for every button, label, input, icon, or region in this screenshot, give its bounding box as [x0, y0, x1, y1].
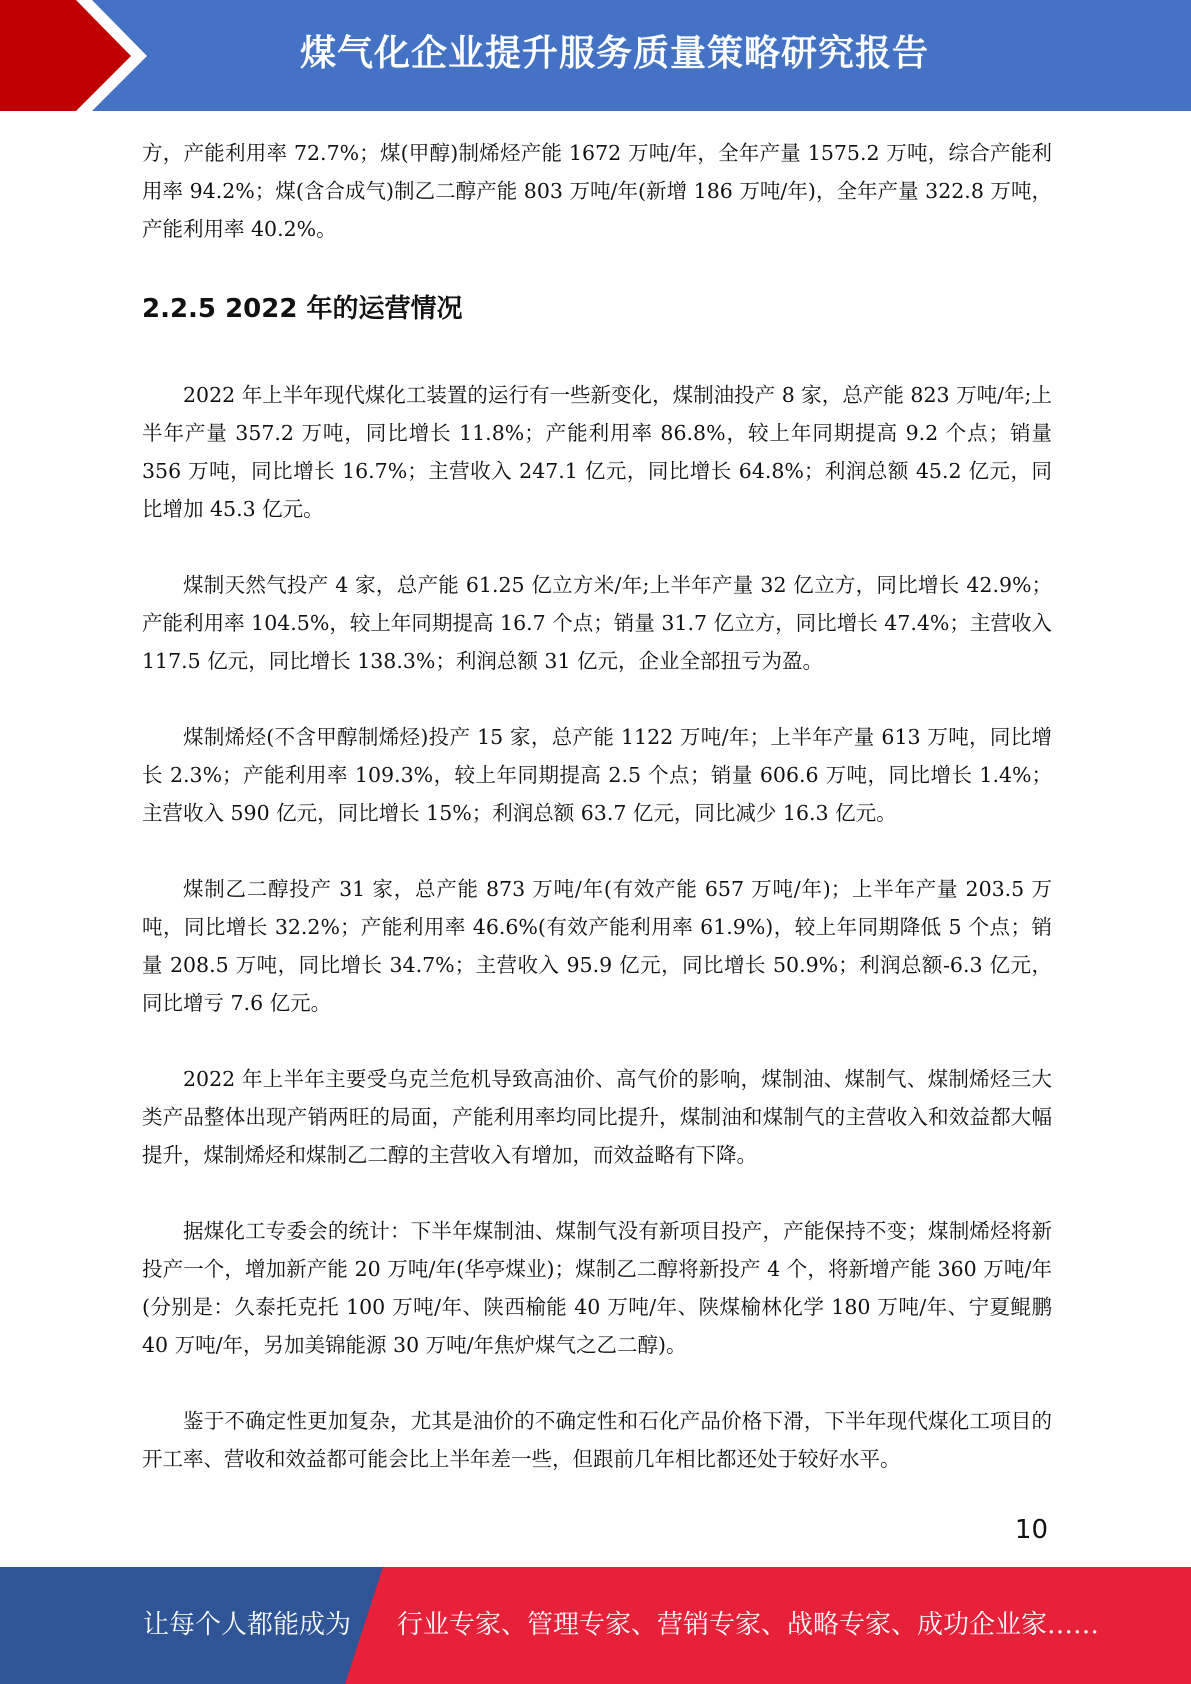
paragraph: 2022 年上半年主要受乌克兰危机导致高油价、高气价的影响，煤制油、煤制气、煤制烯烃三大类产品整体出现产销两旺的局面，产能利用率均同比提升，煤制油和煤制气的主营收入和效益都大幅提升，煤制烯烃和煤制乙二醇的主营收入有增加，而效益略有下降。	[142, 1067, 1052, 1167]
paragraph: 煤制乙二醇投产 31 家，总产能 873 万吨/年(有效产能 657 万吨/年)；上半年产量 203.5 万吨，同比增长 32.2%；产能利用率 46.6%(有效产能利用率 61.9%)，较上年同期降低 5 个点；销量 208.5 万吨，同比增长 34.7%；主营收入 95.9 亿元，同比增长 50.9%；利润总额-6.3 亿元，同比增亏 7.6 亿元。	[142, 877, 1052, 1015]
footer-band	[0, 1567, 1191, 1684]
intro-paragraph: 方，产能利用率 72.7%；煤(甲醇)制烯烃产能 1672 万吨/年，全年产量 1575.2 万吨，综合产能利用率 94.2%；煤(含合成气)制乙二醇产能 803 万吨/年(新增 186 万吨/年)，全年产量 322.8 万吨，产能利用率 40.2%。	[142, 141, 1052, 241]
paragraph: 煤制烯烃(不含甲醇制烯烃)投产 15 家，总产能 1122 万吨/年；上半年产量 613 万吨，同比增长 2.3%；产能利用率 109.3%，较上年同期提高 2.5 个点；销量 606.6 万吨，同比增长 1.4%；主营收入 590 亿元，同比增长 15%；利润总额 63.7 亿元，同比减少 16.3 亿元。	[142, 725, 1052, 825]
footer-slogan-left: 让每个人都能成为	[143, 1610, 352, 1640]
header-band	[0, 0, 1191, 111]
paragraph: 煤制天然气投产 4 家，总产能 61.25 亿立方米/年;上半年产量 32 亿立方，同比增长 42.9%；产能利用率 104.5%，较上年同期提高 16.7 个点；销量 31.7 亿立方，同比增长 47.4%；主营收入 117.5 亿元，同比增长 138.3%；利润总额 31 亿元，企业全部扭亏为盈。	[142, 573, 1052, 673]
paragraph: 2022 年上半年现代煤化工装置的运行有一些新变化，煤制油投产 8 家，总产能 823 万吨/年;上半年产量 357.2 万吨，同比增长 11.8%；产能利用率 86.8%，较上年同期提高 9.2 个点；销量 356 万吨，同比增长 16.7%；主营收入 247.1 亿元，同比增长 64.8%；利润总额 45.2 亿元，同比增加 45.3 亿元。	[142, 383, 1052, 521]
section-heading: 2.2.5 2022 年的运营情况	[142, 294, 463, 324]
report-title: 煤气化企业提升服务质量策略研究报告	[300, 33, 930, 74]
page-content	[142, 134, 1052, 1478]
paragraph: 据煤化工专委会的统计：下半年煤制油、煤制气没有新项目投产，产能保持不变；煤制烯烃将新投产一个，增加新产能 20 万吨/年(华亭煤业)；煤制乙二醇将新投产 4 个，将新增产能 360 万吨/年(分别是：久泰托克托 100 万吨/年、陕西榆能 40 万吨/年、陕煤榆林化学 180 万吨/年、宁夏鲲鹏 40 万吨/年，另加美锦能源 30 万吨/年焦炉煤气之乙二醇)。	[142, 1219, 1052, 1357]
paragraph: 鉴于不确定性更加复杂，尤其是油价的不确定性和石化产品价格下滑，下半年现代煤化工项目的开工率、营收和效益都可能会比上半年差一些，但跟前几年相比都还处于较好水平。	[142, 1409, 1052, 1471]
page-number: 10	[1014, 1515, 1048, 1545]
header-arrow-decoration	[0, 0, 160, 111]
footer-slogan-right: 行业专家、管理专家、营销专家、战略专家、成功企业家……	[397, 1610, 1100, 1640]
